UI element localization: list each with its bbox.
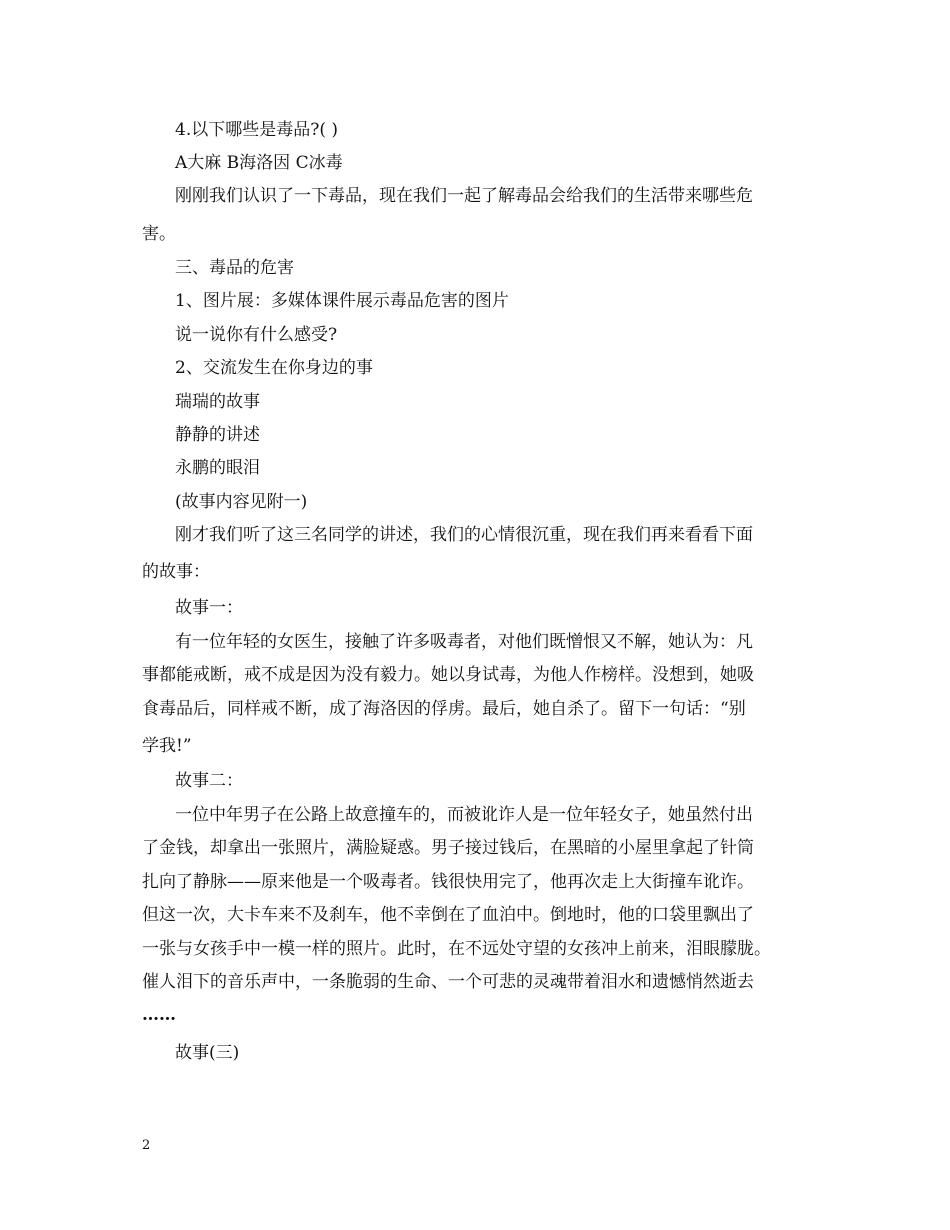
story-one-line-2: 事都能戒断，戒不成是因为没有毅力。她以身试毒，为他人作榜样。没想到，她吸 xyxy=(142,665,754,685)
story-title-yongpeng: 永鹏的眼泪 xyxy=(175,458,260,478)
list-item-picture-exhibit: 1、图片展：多媒体课件展示毒品危害的图片 xyxy=(175,291,509,311)
story-three-heading: 故事(三) xyxy=(175,1043,240,1063)
prompt-share-feelings: 说一说你有什么感受? xyxy=(175,325,338,345)
list-item-share-stories: 2、交流发生在你身边的事 xyxy=(175,358,373,378)
page-number: 2 xyxy=(142,1138,151,1153)
story-two-line-4: 但这一次，大卡车来不及刹车，他不幸倒在了血泊中。倒地时，他的口袋里飘出了 xyxy=(142,905,754,925)
story-title-ruirui: 瑞瑞的故事 xyxy=(175,392,260,412)
story-one-line-3: 食毒品后，同样戒不断，成了海洛因的俘虏。最后，她自杀了。留下一句话：“别 xyxy=(142,699,746,719)
story-two-line-6: 催人泪下的音乐声中，一条脆弱的生命、一个可悲的灵魂带着泪水和遗憾悄然逝去 xyxy=(142,972,754,992)
appendix-note: (故事内容见附一) xyxy=(175,492,308,512)
section-heading-drug-harm: 三、毒品的危害 xyxy=(175,258,294,278)
paragraph-transition-line-2: 的故事： xyxy=(142,562,210,582)
story-two-line-1: 一位中年男子在公路上故意撞车的，而被讹诈人是一位年轻女子，她虽然付出 xyxy=(175,805,753,825)
story-one-line-1: 有一位年轻的女医生，接触了许多吸毒者，对他们既憎恨又不解，她认为：凡 xyxy=(175,632,753,652)
story-two-line-2: 了金钱，却拿出一张照片，满脸疑惑。男子接过钱后，在黑暗的小屋里拿起了针筒 xyxy=(142,838,754,858)
story-two-line-5: 一张与女孩手中一模一样的照片。此时，在不远处守望的女孩冲上前来，泪眼朦胧。 xyxy=(142,939,771,959)
question-4: 4.以下哪些是毒品?( ) xyxy=(175,120,339,140)
story-one-heading: 故事一： xyxy=(175,598,243,618)
story-two-heading: 故事二： xyxy=(175,771,243,791)
paragraph-transition-line-1: 刚才我们听了这三名同学的讲述，我们的心情很沉重，现在我们再来看看下面 xyxy=(175,525,753,545)
story-two-line-3: 扎向了静脉——原来他是一个吸毒者。钱很快用完了，他再次走上大街撞车讹诈。 xyxy=(142,872,754,892)
paragraph-intro-line-2: 害。 xyxy=(142,224,176,244)
question-4-options: A大麻 B海洛因 C冰毒 xyxy=(175,153,343,173)
ellipsis: …… xyxy=(142,1005,176,1025)
story-title-jingjing: 静静的讲述 xyxy=(175,425,260,445)
story-one-line-4: 学我!” xyxy=(142,736,192,756)
paragraph-intro-line-1: 刚刚我们认识了一下毒品，现在我们一起了解毒品会给我们的生活带来哪些危 xyxy=(175,186,753,206)
